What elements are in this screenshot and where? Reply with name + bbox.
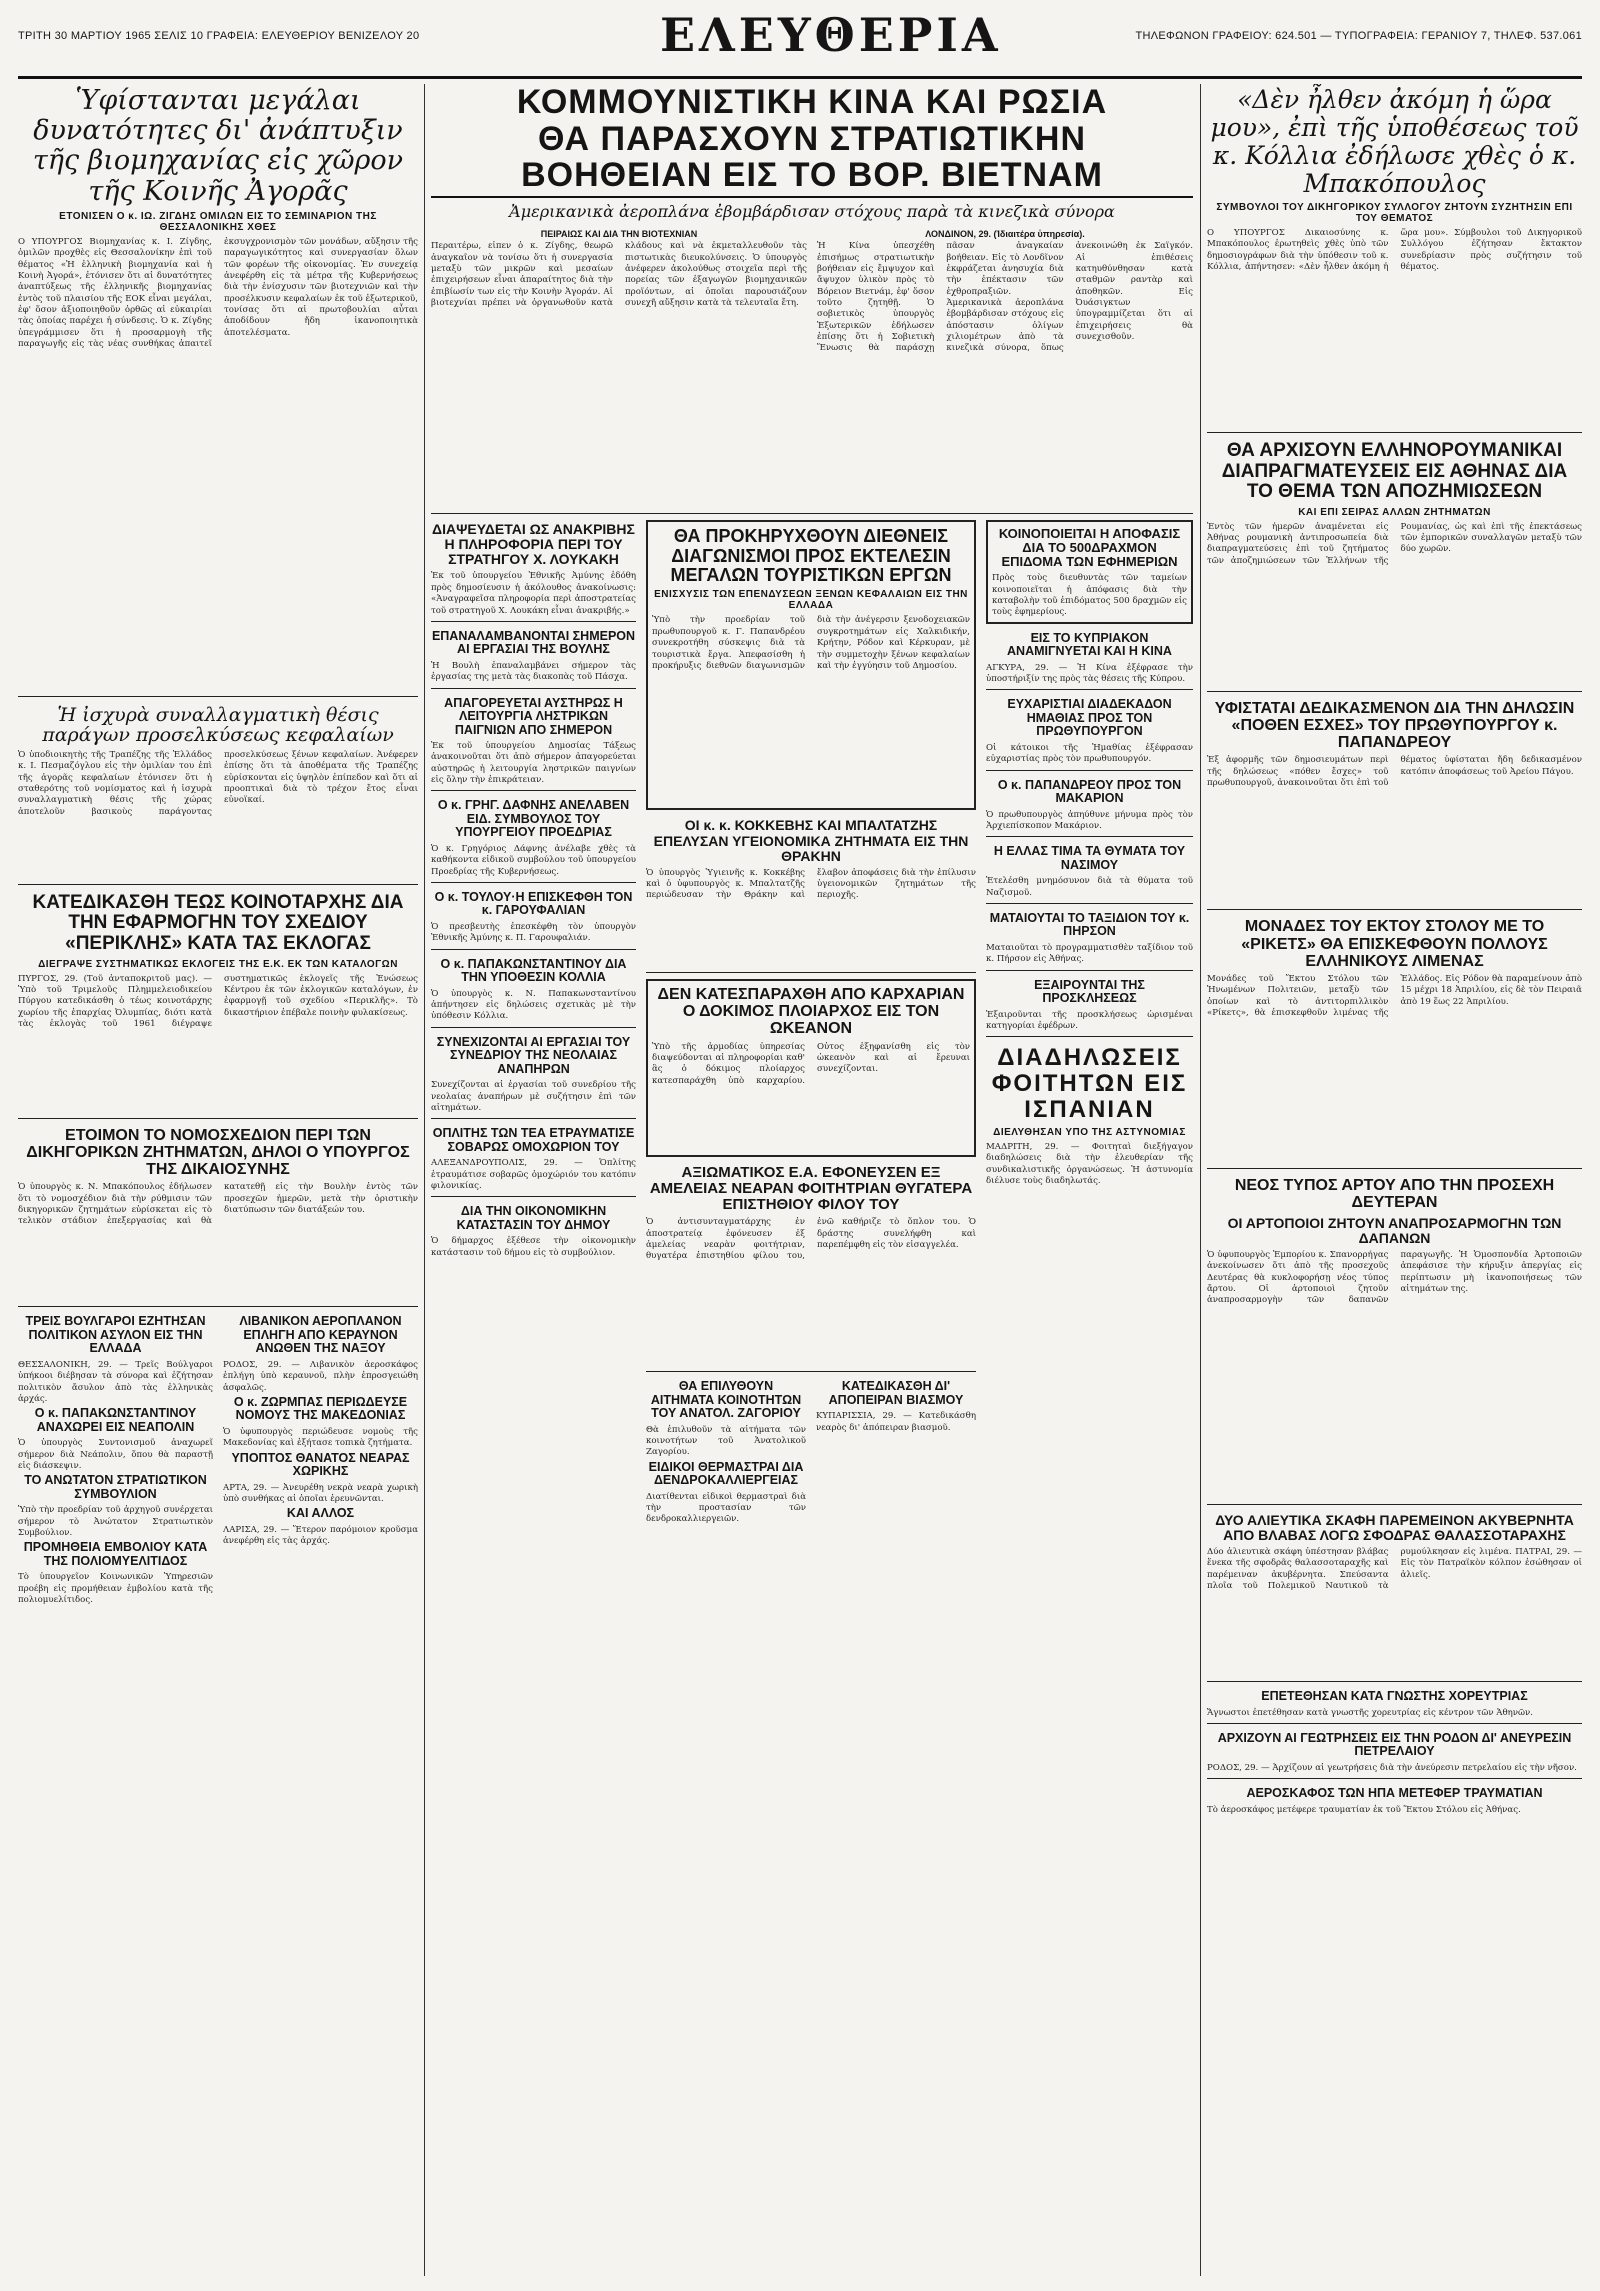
article-body: Ὑπὸ τὴν προεδρίαν τοῦ πρωθυπουργοῦ κ. Γ. Παπανδρέου συνεκροτήθη σύσκεψις διὰ τὰ τουριστικὰ ἔργα. Ἀπεφασίσθη ἡ προκήρυξις διεθνῶν διαγωνισμῶν διὰ τὴν ἀνέγερσιν ξενοδοχειακῶν συγκροτημάτων εἰς Χαλκιδικήν, Κρήτην, Ρόδον καὶ Κέρκυραν, μὲ τὴν συμμετοχὴν ξένων κεφαλαίων καὶ τὴν ἐγγύησιν τοῦ Δημοσίου. [652, 615, 970, 671]
article-body: Ὁ ὑποδιοικητὴς τῆς Τραπέζης τῆς Ἑλλάδος κ. Ι. Πεσμαζόγλου εἰς τὴν ὁμιλίαν του ἐπὶ τῆς ἀγορᾶς κεφαλαίων ἐτόνισεν ὅτι ἡ σταθερότης τοῦ νομίσματος καὶ ἡ ἰσχυρὰ συναλλαγματικὴ θέσις τῆς χώρας ἀποτελοῦν βασικοὺς παράγοντας προσελκύσεως ξένων κεφαλαίων. Ἀνέφερεν ἐπίσης ὅτι τὰ ἀποθέματα τῆς Τραπέζης εὑρίσκονται εἰς ὑψηλὸν ἐπίπεδον καὶ ὅτι αἱ προοπτικαὶ διὰ τὸ τρέχον ἔτος εἶναι εὐνοϊκαί. [18, 749, 418, 817]
headline: ΤΟ ΑΝΩΤΑΤΟΝ ΣΤΡΑΤΙΩΤΙΚΟΝ ΣΥΜΒΟΥΛΙΟΝ [24, 1473, 207, 1501]
headline: ΘΑ ΑΡΧΙΣΟΥΝ ΕΛΛΗΝΟΡΟΥΜΑΝΙΚΑΙ ΔΙΑΠΡΑΓΜΑΤΕΥΣΕΙΣ ΕΙΣ ΑΘΗΝΑΣ ΔΙΑ ΤΟ ΘΕΜΑ ΤΩΝ ΑΠΟΖΗΜΙΩΣΕΩΝ [1221, 440, 1568, 503]
center-wide-top [646, 520, 1193, 1526]
headline: ΕΠΕΤΕΘΗΣΑΝ ΚΑΤΑ ΓΝΩΣΤΗΣ ΧΟΡΕΥΤΡΙΑΣ [1261, 1689, 1528, 1704]
short-news-left [18, 1313, 213, 1606]
article-body: Ὁ κ. Γρηγόριος Δάφνης ἀνέλαβε χθὲς τὰ καθήκοντα εἰδικοῦ συμβούλου τοῦ ὑπουργείου Προεδρίας τῆς Κυβερνήσεως. [431, 843, 636, 877]
article-body: Μονάδες τοῦ Ἕκτου Στόλου τῶν Ἡνωμένων Πολιτειῶν, μεταξὺ τῶν ὁποίων καὶ τὸ ἀντιτορπιλλικὸν «Ρίκετς», θὰ ἐπισκεφθοῦν λιμένας τῆς Ἑλλάδος. Εἰς Ρόδον θὰ παραμείνουν ἀπὸ 15 μέχρι 18 Ἀπριλίου, εἰς δὲ τὸν Πειραιᾶ ἀπὸ 19 ἕως 22 Ἀπριλίου. [1207, 974, 1582, 1019]
article-garoufalias [431, 889, 636, 950]
headline: Ἡ ἰσχυρὰ συναλλαγματικὴ θέσις παράγων προσελκύσεως κεφαλαίων [42, 703, 394, 747]
headline: ΔΥΟ ΑΛΙΕΥΤΙΚΑ ΣΚΑΦΗ ΠΑΡΕΜΕΙΝΟΝ ΑΚΥΒΕΡΝΗΤΑ ΑΠΟ ΒΛΑΒΑΣ ΛΟΓΩ ΣΦΟΔΡΑΣ ΘΑΛΑΣΣΟΤΑΡΑΧΗΣ [1215, 1511, 1574, 1543]
subheadline: ΕΤΟΝΙΣΕΝ Ο κ. ΙΩ. ΖΙΓΔΗΣ ΟΜΙΛΩΝ ΕΙΣ ΤΟ ΣΕΜΙΝΑΡΙΟΝ ΤΗΣ ΘΕΣΣΑΛΟΝΙΚΗΣ ΧΘΕΣ [59, 210, 377, 233]
short-item [18, 1474, 213, 1539]
short-item [431, 1034, 636, 1120]
headline: ΝΕΟΣ ΤΥΠΟΣ ΑΡΤΟΥ ΑΠΟ ΤΗΝ ΠΡΟΣΕΧΗ ΔΕΥΤΕΡΑΝ [1234, 1177, 1555, 1212]
section-label: ΠΕΙΡΑΙΩΣ ΚΑΙ ΔΙΑ ΤΗΝ ΒΙΟΤΕΧΝΙΑΝ [540, 229, 698, 240]
article-student-killed [646, 1163, 976, 1373]
short-news-right [223, 1313, 418, 1606]
headline: ΘΑ ΠΡΟΚΗΡΥΧΘΟΥΝ ΔΙΕΘΝΕΙΣ ΔΙΑΓΩΝΙΣΜΟΙ ΠΡΟΣ ΕΚΤΕΛΕΣΙΝ ΜΕΓΑΛΩΝ ΤΟΥΡΙΣΤΙΚΩΝ ΕΡΓΩΝ [670, 526, 952, 586]
headline: ΟΙ κ. κ. ΚΟΚΚΕΒΗΣ ΚΑΙ ΜΠΑΛΤΑΤΖΗΣ ΕΠΕΛΥΣΑΝ ΥΓΕΙΟΝΟΜΙΚΑ ΖΗΤΗΜΑΤΑ ΕΙΣ ΤΗΝ ΘΡΑΚΗΝ [653, 817, 969, 864]
article-kollias [431, 956, 636, 1028]
headline: Ο κ. ΤΟΥΛΟΥ·Η ΕΠΙΣΚΕΦΘΗ ΤΟΝ κ. ΓΑΡΟΥΦΑΛΙΑΝ [434, 889, 633, 918]
article-body: Ἐκ τοῦ ὑπουργείου Ἐθνικῆς Ἀμύνης ἐδόθη πρὸς δημοσίευσιν ἡ ἀκόλουθος ἀνακοίνωσις: «Ἀναγραφεῖσα πληροφορία περὶ ἀποστρατείας τοῦ στρατηγοῦ Χ. Λουκάκη εἶναι ἀνακριβής.» [431, 571, 636, 616]
headline: ΔΙΑ ΤΗΝ ΟΙΚΟΝΟΜΙΚΗΝ ΚΑΤΑΣΤΑΣΙΝ ΤΟΥ ΔΗΜΟΥ [456, 1204, 611, 1232]
short-item [223, 1315, 418, 1394]
short-item [986, 910, 1193, 971]
headline: Ο κ. ΖΩΡΜΠΑΣ ΠΕΡΙΩΔΕΥΣΕ ΝΟΜΟΥΣ ΤΗΣ ΜΑΚΕΔΟΝΙΑΣ [233, 1394, 408, 1423]
item-body: Τὸ ἀεροσκάφος μετέφερε τραυματίαν ἐκ τοῦ Ἕκτου Στόλου εἰς Ἀθήνας. [1207, 1804, 1521, 1815]
article-lawyers-bill [18, 1125, 418, 1308]
short-item [18, 1315, 213, 1405]
headline: ΚΑΙ ΑΛΛΟΣ [286, 1506, 355, 1521]
headline: ΕΙΣ ΤΟ ΚΥΠΡΙΑΚΟΝ ΑΝΑΜΙΓΝΥΕΤΑΙ ΚΑΙ Η ΚΙΝΑ [1007, 630, 1172, 659]
headline: ΔΕΝ ΚΑΤΕΣΠΑΡΑΧΘΗ ΑΠΟ ΚΑΡΧΑΡΙΑΝ Ο ΔΟΚΙΜΟΣ ΠΛΟΙΑΡΧΟΣ ΕΙΣ ΤΟΝ ΩΚΕΑΝΟΝ [657, 985, 965, 1038]
short-item [223, 1507, 418, 1547]
headline: ΕΤΟΙΜΟΝ ΤΟ ΝΟΜΟΣΧΕΔΙΟΝ ΠΕΡΙ ΤΩΝ ΔΙΚΗΓΟΡΙΚΩΝ ΖΗΤΗΜΑΤΩΝ, ΔΗΛΟΙ Ο ΥΠΟΥΡΓΟΣ ΤΗΣ ΔΙΚΑΙΟΣΥΝΗΣ [26, 1126, 410, 1179]
article-body: Ὁ πρεσβευτὴς ἐπεσκέφθη τὸν ὑπουργὸν Ἐθνικῆς Ἀμύνης κ. Π. Γαρουφαλιάν. [431, 921, 636, 944]
item-body: Διατίθενται εἰδικοὶ θερμαστραὶ διὰ τὴν προστασίαν τῶν δενδροκαλλιεργειῶν. [646, 1491, 806, 1525]
dateline: ΛΟΝΔΙΝΟΝ, 29. (Ἰδιαιτέρα ὑπηρεσία). [925, 229, 1085, 240]
headline: ΚΑΤΕΔΙΚΑΣΘΗ ΔΙ' ΑΠΟΠΕΙΡΑΝ ΒΙΑΣΜΟΥ [828, 1379, 964, 1407]
headline: «Δὲν ἦλθεν ἀκόμη ἡ ὥρα μου», ἐπὶ τῆς ὑποθέσεως τοῦ κ. Κόλλια ἐδήλωσε χθὲς ὁ κ. Μπακόπουλος [1210, 85, 1579, 198]
article-body: Περαιτέρω, εἶπεν ὁ κ. Ζίγδης, θεωρῶ ἀναγκαῖον νὰ τονίσω ὅτι ἡ συνεργασία μεταξὺ τῶν μικρῶν καὶ μεσαίων ἐπιχειρήσεων εἶναι ἀπαραίτητος διὰ τὴν ἐπιβίωσίν των εἰς τὴν Κοινὴν Ἀγοράν. Αἱ βιοτεχνίαι πρέπει νὰ ὀργανωθοῦν κατὰ κλάδους καὶ νὰ ἐκμεταλλευθοῦν τὰς πιστωτικὰς διευκολύνσεις. Ὁ ὑπουργὸς ἀνέφερεν ἀκολούθως στοιχεῖα περὶ τῆς πορείας τῶν ἐξαγωγῶν βιομηχανικῶν προϊόντων, αἱ ὁποῖαι παρουσιάζουν συνεχῆ αὔξησιν κατὰ τὰ τελευταῖα ἔτη. [431, 241, 807, 308]
short-item [986, 977, 1193, 1038]
column-rule [1200, 84, 1201, 2276]
center-shorts-row [646, 1378, 976, 1526]
headline: ΠΡΟΜΗΘΕΙΑ ΕΜΒΟΛΙΟΥ ΚΑΤΑ ΤΗΣ ΠΟΛΙΟΜΥΕΛΙΤΙΔΟΣ [23, 1540, 208, 1568]
article-body: Ὁ ὑπουργὸς κ. Ν. Μπακόπουλος ἐδήλωσεν ὅτι τὸ νομοσχέδιον διὰ τὴν ρύθμισιν τῶν δικηγορικῶν ζητημάτων εὑρίσκεται εἰς τὸ τελικὸν στάδιον ἐπεξεργασίας καὶ θὰ κατατεθῇ εἰς τὴν Βουλὴν ἐντὸς τῶν προσεχῶν ἡμερῶν, μετὰ τὴν ὁριστικὴν διατύπωσιν τῶν διατάξεών του. [18, 1182, 418, 1227]
article-romanian-talks [1207, 439, 1582, 692]
headline: ΑΡΧΙΖΟΥΝ ΑΙ ΓΕΩΤΡΗΣΕΙΣ ΕΙΣ ΤΗΝ ΡΟΔΟΝ ΔΙ' ΑΝΕΥΡΕΣΙΝ ΠΕΤΡΕΛΑΙΟΥ [1217, 1730, 1572, 1759]
short-item [1207, 1730, 1582, 1779]
headline: Ὑφίστανται μεγάλαι δυνατότητες δι' ἀνάπτυξιν τῆς βιομηχανίας εἰς χῶρον τῆς Κοινῆς Ἀγορᾶς [32, 85, 404, 207]
item-body: ΘΕΣΣΑΛΟΝΙΚΗ, 29. — Τρεῖς Βούλγαροι ὑπήκοοι διέβησαν τὰ σύνορα καὶ ἐζήτησαν πολιτικὸν ἄσυλον ἀπὸ τὰς ἑλληνικὰς ἀρχάς. [18, 1359, 213, 1404]
headline: ΛΙΒΑΝΙΚΟΝ ΑΕΡΟΠΛΑΝΟΝ ΕΠΛΗΓΗ ΑΠΟ ΚΕΡΑΥΝΟΝ ΑΝΩΘΕΝ ΤΗΣ ΝΑΞΟΥ [239, 1314, 402, 1356]
banner-line-2: ΘΑ ΠΑΡΑΣΧΟΥΝ ΣΤΡΑΤΙΩΤΙΚΗΝ [537, 119, 1086, 158]
banner-line-3: ΒΟΗΘΕΙΑΝ ΕΙΣ ΤΟ ΒΟΡ. ΒΙΕΤΝΑΜ [521, 156, 1103, 195]
short-item [1207, 1785, 1582, 1820]
article-body: Ὁ ὑπουργὸς Ὑγιεινῆς κ. Κοκκέβης καὶ ὁ ὑφυπουργὸς κ. Μπαλτατζῆς περιώδευσαν τὴν Θράκην καὶ ἔλαβον ἀποφάσεις διὰ τὴν ἐπίλυσιν ὑγειονομικῶν ζητημάτων τῆς περιοχῆς. [646, 867, 976, 901]
article-body: Ὁ ἀντισυνταγματάρχης ἐν ἀποστρατείᾳ ἐφόνευσεν ἐξ ἀμελείας νεαρὰν φοιτήτριαν, θυγατέρα ἐπιστηθίου φίλου του, ἐνῶ καθήριζε τὸ ὅπλον του. Ὁ δράστης συνελήφθη καὶ παρεπέμφθη εἰς τὸν εἰσαγγελέα. [646, 1217, 976, 1262]
article-gambling [431, 695, 636, 792]
article-body: Ἐκ τοῦ ὑπουργείου Δημοσίας Τάξεως ἀνακοινοῦται ὅτι ἀπὸ σήμερον ἀπαγορεύεται αὐστηρῶς ἡ λειτουργία ληστρικῶν παιγνίων εἰς ὅλην τὴν ἐπικράτειαν. [431, 741, 636, 786]
headline: ΜΟΝΑΔΕΣ ΤΟΥ ΕΚΤΟΥ ΣΤΟΛΟΥ ΜΕ ΤΟ «ΡΙΚΕΤΣ» ΘΑ ΕΠΙΣΚΕΦΘΟΥΝ ΠΟΛΛΟΥΣ ΕΛΛΗΝΙΚΟΥΣ ΛΙΜΕΝΑΣ [1241, 918, 1548, 970]
headline: Ο κ. ΠΑΠΑΝΔΡΕΟΥ ΠΡΟΣ ΤΟΝ ΜΑΚΑΡΙΟΝ [997, 777, 1182, 805]
headline: Ο κ. ΓΡΗΓ. ΔΑΦΝΗΣ ΑΝΕΛΑΒΕΝ ΕΙΔ. ΣΥΜΒΟΥΛΟΣ ΤΟΥ ΥΠΟΥΡΓΕΙΟΥ ΠΡΟΕΔΡΙΑΣ [437, 798, 630, 840]
item-body: ΑΛΕΞΑΝΔΡΟΥΠΟΛΙΣ, 29. — Ὁπλίτης ἐτραυμάτισε σοβαρῶς ὁμοχώριόν του κατόπιν φιλονικίας. [431, 1158, 636, 1191]
article-body: Ἡ Βουλὴ ἐπαναλαμβάνει σήμερον τὰς ἐργασίας της μετὰ τὰς διακοπὰς τοῦ Πάσχα. [431, 660, 636, 683]
headline: Η ΕΛΛΑΣ ΤΙΜΑ ΤΑ ΘΥΜΑΤΑ ΤΟΥ ΝΑΣΙΜΟΥ [993, 844, 1186, 872]
article-pothen-esches [1207, 698, 1582, 911]
headline-secondary: ΟΙ ΑΡΤΟΠΟΙΟΙ ΖΗΤΟΥΝ ΑΝΑΠΡΟΣΑΡΜΟΓΗΝ ΤΩΝ ΔΑΠΑΝΩΝ [1227, 1214, 1562, 1246]
item-body: Ἄγνωστοι ἐπετέθησαν κατὰ γνωστῆς χορευτρίας εἰς κέντρον τῶν Ἀθηνῶν. [1207, 1707, 1534, 1718]
article-body: Ο ΥΠΟΥΡΓΟΣ Βιομηχανίας κ. Ι. Ζίγδης, ὁμιλῶν προχθὲς εἰς Θεσσαλονίκην ἐπὶ τοῦ θέματος «Ἡ ἑλληνικὴ βιομηχανία καὶ ἡ Κοινὴ Ἀγορά», ἐτόνισεν ὅτι αἱ δυνατότητες ἀναπτύξεως τῆς ἑλληνικῆς βιομηχανίας ἐντὸς τοῦ πλαισίου τῆς ΕΟΚ εἶναι μεγάλαι, ἐφ' ὅσον ἀξιοποιηθοῦν ὀρθῶς αἱ εὐκαιρίαι τὰς ὁποίας παρέχει ἡ σύνδεσις. Ὁ κ. Ζίγδης ὑπεγράμμισεν ὅτι ἡ προσαρμογὴ τῆς παραγωγῆς εἰς τὰς νέας συνθήκας ἀπαιτεῖ ἐκσυγχρονισμὸν τῶν μονάδων, αὔξησιν τῆς παραγωγικότητος καὶ συνεργασίαν ὅλων τῶν φορέων τῆς οἰκονομίας. Ἐν συνεχείᾳ ἀνεφέρθη εἰς τὰ μέτρα τῆς Κυβερνήσεως διὰ τὴν ἐνίσχυσιν τῶν βιοτεχνιῶν καὶ τὴν προσέλκυσιν κεφαλαίων ἐκ τοῦ ἐξωτερικοῦ, τονίσας ὅτι αἱ πρωτοβουλίαι αὗται ἀποδίδουν ἤδη ἱκανοποιητικὰ ἀποτελέσματα. [18, 236, 418, 350]
short-item [986, 777, 1193, 838]
item-body: Ἐτελέσθη μνημόσυνον διὰ τὰ θύματα τοῦ Ναζισμοῦ. [986, 876, 1193, 898]
masthead-date-line: ΤΡΙΤΗ 30 ΜΑΡΤΙΟΥ 1965 ΣΕΛΙΣ 10 ΓΡΑΦΕΙΑ: ΕΛΕΥΘΕΡΙΟΥ ΒΕΝΙΖΕΛΟΥ 20 [18, 30, 420, 42]
short-item [986, 843, 1193, 904]
masthead [18, 8, 1582, 79]
short-item [431, 1203, 636, 1263]
center-wide-column [646, 520, 1193, 1526]
item-body: ΡΟΔΟΣ, 29. — Ἀρχίζουν αἱ γεωτρήσεις διὰ τὴν ἀνεύρεσιν πετρελαίου εἰς τὴν νῆσον. [1207, 1762, 1577, 1773]
item-body: Τὸ ὑπουργεῖον Κοινωνικῶν Ὑπηρεσιῶν προέβη εἰς προμήθειαν ἐμβολίου κατὰ τῆς πολιομυελίτιδος. [18, 1572, 213, 1605]
item-body: Ὁ ὑπουργὸς Συντονισμοῦ ἀναχωρεῖ σήμερον διὰ Νεάπολιν, ὅπου θὰ παραστῇ εἰς διάσκεψιν. [18, 1438, 213, 1471]
newspaper-title: ΕΛΕΥΘΕΡΙΑ [660, 8, 1002, 62]
item-body: Ὁ δήμαρχος ἐξέθεσε τὴν οἰκονομικὴν κατάστασιν τοῦ δήμου εἰς τὸ συμβούλιον. [431, 1236, 636, 1258]
short-item [986, 520, 1193, 623]
item-body: ΛΑΡΙΣΑ, 29. — Ἕτερον παρόμοιον κροῦσμα ἀνεφέρθη εἰς τὰς ἀρχάς. [223, 1524, 418, 1547]
subheadline: ΔΙΕΓΡΑΨΕ ΣΥΣΤΗΜΑΤΙΚΩΣ ΕΚΛΟΓΕΙΣ ΤΗΣ Ε.Κ. ΕΚ ΤΩΝ ΚΑΤΑΛΟΓΩΝ [38, 958, 398, 970]
newspaper-page [18, 8, 1582, 2276]
center-misc-column [986, 520, 1193, 1526]
item-body: Πρὸς τοὺς διευθυντὰς τῶν ταμείων κοινοποιεῖται ἡ ἀπόφασις διὰ τὴν καταβολὴν τοῦ ἐπιδόματος 500 δραχμῶν εἰς τοὺς ἐφημερίους. [992, 573, 1187, 618]
masthead-phones-line: ΤΗΛΕΦΩΝΟΝ ΓΡΑΦΕΙΟΥ: 624.501 — ΤΥΠΟΓΡΑΦΕΙΑ: ΓΕΡΑΝΙΟΥ 7, ΤΗΛΕΦ. 537.061 [1135, 30, 1582, 42]
subheadline: ΣΥΜΒΟΥΛΟΙ ΤΟΥ ΔΙΚΗΓΟΡΙΚΟΥ ΣΥΛΛΟΓΟΥ ΖΗΤΟΥΝ ΣΥΖΗΤΗΣΙΝ ΕΠΙ ΤΟΥ ΘΕΜΑΤΟΣ [1216, 202, 1573, 224]
lead-banner [431, 84, 1193, 198]
item-body: Ὑπὸ τὴν προεδρίαν τοῦ ἀρχηγοῦ συνέρχεται σήμερον τὸ Ἀνώτατον Στρατιωτικὸν Συμβούλιον. [18, 1505, 213, 1538]
headline: ΕΥΧΑΡΙΣΤΙΑΙ ΔΙΑΔΕΚΑΔΟΝ ΗΜΑΘΙΑΣ ΠΡΟΣ ΤΟΝ ΠΡΩΘΥΠΟΥΡΓΟΝ [1007, 697, 1172, 739]
headline: ΘΑ ΕΠΙΛΥΘΟΥΝ ΑΙΤΗΜΑΤΑ ΚΟΙΝΟΤΗΤΩΝ ΤΟΥ ΑΝΑΤΟΛ. ΖΑΓΟΡΙΟΥ [650, 1379, 802, 1421]
headline: Ο κ. ΠΑΠΑΚΩΝΣΤΑΝΤΙΝΟΥ ΔΙΑ ΤΗΝ ΥΠΟΘΕΣΙΝ ΚΟΛΛΙΑ [440, 956, 627, 985]
item-body: Ὁ πρωθυπουργὸς ἀπηύθυνε μήνυμα πρὸς τὸν Ἀρχιεπίσκοπον Μακάριον. [986, 809, 1193, 831]
article-body: Ὑπὸ τῆς ἀρμοδίας ὑπηρεσίας διαψεύδονται αἱ πληροφορίαι καθ' ἃς ὁ δόκιμος πλοίαρχος κατεσπαράχθη ὑπὸ καρχαρίου. Οὗτος ἐξηφανίσθη εἰς τὸν ὠκεανὸν καὶ αἱ ἔρευναι συνεχίζονται. [652, 1041, 970, 1086]
short-item [18, 1407, 213, 1472]
headline: ΚΟΙΝΟΠΟΙΕΙΤΑΙ Η ΑΠΟΦΑΣΙΣ ΔΙΑ ΤΟ 500ΔΡΑΧΜΟΝ ΕΠΙΔΟΜΑ ΤΩΝ ΕΦΗΜΕΡΙΩΝ [998, 526, 1181, 570]
item-body: Ἐξαιροῦνται τῆς προσκλήσεως ὡρισμέναι κατηγορίαι ἐφέδρων. [986, 1009, 1193, 1031]
center-lower [431, 520, 1193, 1526]
item-body: ΑΡΤΑ, 29. — Ἀνευρέθη νεκρὰ νεαρὰ χωρικὴ ὑπὸ συνθήκας αἱ ὁποῖαι ἐρευνῶνται. [223, 1482, 418, 1504]
headline: ΚΑΤΕΔΙΚΑΣΘΗ ΤΕΩΣ ΚΟΙΝΟΤΑΡΧΗΣ ΔΙΑ ΤΗΝ ΕΦΑΡΜΟΓΗΝ ΤΟΥ ΣΧΕΔΙΟΥ «ΠΕΡΙΚΛΗΣ» ΚΑΤΑ ΤΑΣ ΕΚΛΟΓΑΣ [32, 891, 404, 954]
article-bakopoulos [1207, 84, 1582, 433]
column-center [431, 84, 1193, 2276]
article-industry [18, 84, 418, 697]
item-body: Ὁ ὑφυπουργὸς περιώδευσε νομοὺς τῆς Μακεδονίας καὶ ἐξήτασε τοπικὰ ζητήματα. [223, 1426, 418, 1449]
article-body: Ἐντὸς τῶν ἡμερῶν ἀναμένεται εἰς Ἀθήνας ρουμανικὴ ἀντιπροσωπεία διὰ διαπραγματεύσεις ἐπὶ τοῦ ζητήματος τῶν ἀποζημιώσεων τῶν Ἑλλήνων τῆς Ρουμανίας, ὡς καὶ ἐπὶ τῆς ἐπεκτάσεως τῶν ἐμπορικῶν συναλλαγῶν μεταξὺ τῶν δύο χωρῶν. [1207, 521, 1582, 566]
article-perikles [18, 891, 418, 1119]
subheadline: ΕΝΙΣΧΥΣΙΣ ΤΩΝ ΕΠΕΝΔΥΣΕΩΝ ΞΕΝΩΝ ΚΕΦΑΛΑΙΩΝ ΕΙΣ ΤΗΝ ΕΛΛΑΔΑ [654, 589, 968, 612]
column-right [1207, 84, 1582, 2276]
item-body: Ματαιοῦται τὸ προγραμματισθὲν ταξίδιον τοῦ κ. Πήρσον εἰς Ἀθήνας. [986, 942, 1193, 965]
article-body: Ἐξ ἀφορμῆς τῶν δημοσιευμάτων περὶ τῆς δηλώσεως «πόθεν ἔσχες» τοῦ πρωθυπουργοῦ, ἀνακοινοῦται ὅτι ἐπὶ τοῦ θέματος ὑφίσταται ἤδη δεδικασμένον κατόπιν ἀποφάσεως τοῦ Ἀρείου Πάγου. [1207, 755, 1582, 789]
headline: ΔΙΑΔΗΛΩΣΕΙΣ ΦΟΙΤΗΤΩΝ ΕΙΣ ΙΣΠΑΝΙΑΝ [991, 1044, 1188, 1124]
article-body: Ο ΥΠΟΥΡΓΟΣ Δικαιοσύνης κ. Μπακόπουλος ἐρωτηθεὶς χθὲς ὑπὸ τῶν δημοσιογράφων διὰ τὴν ὑπόθεσιν τοῦ κ. Κόλλια, ἀπήντησεν: «Δὲν ἦλθεν ἀκόμη ἡ ὥρα μου». Σύμβουλοι τοῦ Δικηγορικοῦ Συλλόγου ἐζήτησαν ἔκτακτον συνεδρίασιν πρὸς συζήτησιν τοῦ θέματος. [1207, 228, 1582, 273]
item-body: Οἱ κάτοικοι τῆς Ἠμαθίας ἐξέφρασαν εὐχαριστίας πρὸς τὸν πρωθυπουργόν. [986, 742, 1193, 765]
item-body: Συνεχίζονται αἱ ἐργασίαι τοῦ συνεδρίου τῆς νεολαίας ἀναπήρων μὲ συζήτησιν ἐπὶ τῶν αἰτημάτων. [431, 1080, 636, 1113]
article-sixth-fleet [1207, 916, 1582, 1169]
headline: ΕΞΑΙΡΟΥΝΤΑΙ ΤΗΣ ΠΡΟΣΚΛΗΣΕΩΣ [1034, 977, 1145, 1006]
headline: ΕΙΔΙΚΟΙ ΘΕΡΜΑΣΤΡΑΙ ΔΙΑ ΔΕΝΔΡΟΚΑΛΛΙΕΡΓΕΙΑΣ [648, 1459, 804, 1488]
article-tourism-tenders [646, 520, 976, 810]
center-feature-stack [646, 520, 976, 1526]
item-body: Θὰ ἐπιλυθοῦν τὰ αἰτήματα τῶν κοινοτήτων τοῦ Ἀνατολικοῦ Ζαγορίου. [646, 1424, 806, 1458]
lead-story [431, 227, 1193, 514]
article-body: Δύο ἁλιευτικὰ σκάφη ὑπέστησαν βλάβας ἕνεκα τῆς σφοδρᾶς θαλασσοταραχῆς καὶ παρέμειναν ἀκυβέρνητα. Σπεύσαντα πλοῖα τοῦ Πολεμικοῦ Ναυτικοῦ τὰ ρυμούλκησαν εἰς λιμένα. ΠΑΤΡΑΙ, 29. — Εἰς τὸν Πατραϊκὸν κόλπον ἐσώθησαν οἱ ἁλιεῖς. [1207, 1547, 1582, 1592]
article-loukakis [431, 520, 636, 622]
article-bread [1207, 1175, 1582, 1505]
short-item [223, 1396, 418, 1450]
short-item [223, 1452, 418, 1506]
headline: ΤΡΕΙΣ ΒΟΥΛΓΑΡΟΙ ΕΖΗΤΗΣΑΝ ΠΟΛΙΤΙΚΟΝ ΑΣΥΛΟΝ ΕΙΣ ΤΗΝ ΕΛΛΑΔΑ [25, 1314, 206, 1356]
lead-subheadline: Ἀμερικανικὰ ἀεροπλάνα ἐβομβάρδισαν στόχους παρὰ τὰ κινεζικὰ σύνορα [509, 202, 1115, 222]
article-dafnis [431, 797, 636, 883]
center-narrow-column [431, 520, 636, 1526]
short-item [18, 1541, 213, 1606]
article-spain-protests [986, 1043, 1193, 1191]
banner-line-1: ΚΟΜΜΟΥΝΙΣΤΙΚΗ ΚΙΝΑ ΚΑΙ ΡΩΣΙΑ [516, 84, 1108, 121]
short-item [986, 696, 1193, 770]
article-exchange [18, 703, 418, 885]
column-rule [424, 84, 425, 2276]
subheadline: ΔΙΕΛΥΘΗΣΑΝ ΥΠΟ ΤΗΣ ΑΣΤΥΝΟΜΙΑΣ [993, 1126, 1186, 1138]
item-body: ΚΥΠΑΡΙΣΣΙΑ, 29. — Κατεδικάσθη νεαρὸς δι' ἀπόπειραν βιασμοῦ. [816, 1411, 976, 1433]
headline: ΥΦΙΣΤΑΤΑΙ ΔΕΔΙΚΑΣΜΕΝΟΝ ΔΙΑ ΤΗΝ ΔΗΛΩΣΙΝ «ΠΟΘΕΝ ΕΣΧΕΣ» ΤΟΥ ΠΡΩΘΥΠΟΥΡΓΟΥ κ. ΠΑΠΑΝΔΡΕΟΥ [1214, 699, 1575, 752]
article-body: ΜΑΔΡΙΤΗ, 29. — Φοιτηταὶ διεξήγαγον διαδηλώσεις διὰ τὴν ἐλευθερίαν τῆς συνδικαλιστικῆς ὀργανώσεως. Ἡ ἀστυνομία διέλυσε τοὺς διαδηλωτάς. [986, 1141, 1193, 1186]
short-item [986, 630, 1193, 691]
article-body: ΠΥΡΓΟΣ, 29. (Τοῦ ἀνταποκριτοῦ μας). — Ὑπὸ τοῦ Τριμελοῦς Πλημμελειοδικείου Πύργου κατεδικάσθη ὁ τέως κοινοτάρχης χωρίου τῆς ἐπαρχίας Ὀλυμπίας, διότι κατὰ τὰς ἐκλογὰς τοῦ 1961 διέγραψε συστηματικῶς ἐκλογεῖς τῆς Ἑνώσεως Κέντρου ἐκ τῶν ἐκλογικῶν καταλόγων, ἐν ἐφαρμογῇ τοῦ σχεδίου «Περικλῆς». Τὸ δικαστήριον ἐπέβαλε ποινὴν φυλακίσεως. [18, 973, 418, 1029]
subheadline: ΚΑΙ ΕΠΙ ΣΕΙΡΑΣ ΑΛΛΩΝ ΖΗΤΗΜΑΤΩΝ [1298, 506, 1491, 518]
article-thrace-health [646, 816, 976, 972]
item-body: ΡΟΔΟΣ, 29. — Λιβανικὸν ἀεροσκάφος ἐπλήγη ὑπὸ κεραυνοῦ, πλὴν ἐπροσγειώθη ἀσφαλῶς. [223, 1359, 418, 1393]
article-body: Ὁ ὑπουργὸς κ. Ν. Παπακωνσταντίνου ἀπήντησεν εἰς δηλώσεις σχετικὰς μὲ τὴν ὑπόθεσιν Κόλλια. [431, 988, 636, 1022]
article-shark [646, 979, 976, 1157]
headline: ΕΠΑΝΑΛΑΜΒΑΝΟΝΤΑΙ ΣΗΜΕΡΟΝ ΑΙ ΕΡΓΑΣΙΑΙ ΤΗΣ ΒΟΥΛΗΣ [431, 628, 636, 657]
article-fishing-boats [1207, 1511, 1582, 1682]
headline: ΥΠΟΠΤΟΣ ΘΑΝΑΤΟΣ ΝΕΑΡΑΣ ΧΩΡΙΚΗΣ [231, 1450, 410, 1479]
article-body: Ὁ ὑφυπουργὸς Ἐμπορίου κ. Σπανορρήγας ἀνεκοίνωσεν ὅτι ἀπὸ τῆς προσεχοῦς Δευτέρας θὰ κυκλοφορήσῃ νέος τύπος ἄρτου. Οἱ ἀρτοποιοὶ ζητοῦν ἀναπροσαρμογὴν τῶν δαπανῶν παραγωγῆς. Ἡ Ὁμοσπονδία Ἀρτοποιῶν ἀπεφάσισε τὴν κήρυξιν ἀπεργίας εἰς περίπτωσιν μὴ ἱκανοποιήσεως τῶν αἰτημάτων της. [1207, 1249, 1582, 1306]
headline: ΑΠΑΓΟΡΕΥΕΤΑΙ ΑΥΣΤΗΡΩΣ Η ΛΕΙΤΟΥΡΓΙΑ ΛΗΣΤΡΙΚΩΝ ΠΑΙΓΝΙΩΝ ΑΠΟ ΣΗΜΕΡΟΝ [444, 695, 623, 737]
article-body: Ἡ Κίνα ὑπεσχέθη ἐπισήμως στρατιωτικὴν βοήθειαν εἰς ἔμψυχον καὶ ἄψυχον ὑλικὸν πρὸς τὸ Βόρειον Βιετνάμ, ἐφ' ὅσον τοῦτο ζητηθῇ. Ὁ σοβιετικὸς ὑπουργὸς Ἐξωτερικῶν ἐδήλωσεν ἐπίσης ὅτι ἡ Σοβιετικὴ Ἕνωσις θὰ παράσχῃ πᾶσαν ἀναγκαίαν βοήθειαν. Εἰς τὸ Λονδῖνον ἐκφράζεται ἀνησυχία διὰ τὴν ἐπέκτασιν τῶν ἐχθροπραξιῶν. Ἀμερικανικὰ ἀεροπλάνα ἐβομβάρδισαν στόχους εἰς ἀπόστασιν ὀλίγων χιλιομέτρων ἀπὸ τὰ κινεζικὰ σύνορα, ὅπως ἀνεκοινώθη ἐκ Σαϊγκόν. Αἱ ἐπιθέσεις κατηυθύνθησαν κατὰ σταθμῶν ραντὰρ καὶ ἀποθηκῶν. Εἰς Ὀυάσιγκτων ὑπογραμμίζεται ὅτι αἱ ἐπιχειρήσεις θὰ συνεχισθοῦν. [817, 241, 1193, 354]
short-news-block [18, 1313, 418, 1610]
column-left [18, 84, 418, 2276]
headline: ΣΥΝΕΧΙΖΟΝΤΑΙ ΑΙ ΕΡΓΑΣΙΑΙ ΤΟΥ ΣΥΝΕΔΡΙΟΥ ΤΗΣ ΝΕΟΛΑΙΑΣ ΑΝΑΠΗΡΩΝ [436, 1034, 631, 1076]
headline: ΑΕΡΟΣΚΑΦΟΣ ΤΩΝ ΗΠΑ ΜΕΤΕΦΕΡ ΤΡΑΥΜΑΤΙΑΝ [1246, 1786, 1543, 1801]
headline: ΔΙΑΨΕΥΔΕΤΑΙ ΩΣ ΑΝΑΚΡΙΒΗΣ Η ΠΛΗΡΟΦΟΡΙΑ ΠΕΡΙ ΤΟΥ ΣΤΡΑΤΗΓΟΥ Χ. ΛΟΥΚΑΚΗ [432, 521, 635, 568]
short-item [431, 1125, 636, 1197]
short-item [1207, 1688, 1582, 1724]
article-parliament [431, 628, 636, 689]
headline: Ο κ. ΠΑΠΑΚΩΝΣΤΑΝΤΙΝΟΥ ΑΝΑΧΩΡΕΙ ΕΙΣ ΝΕΑΠΟΛΙΝ [34, 1406, 197, 1434]
item-body: ΑΓΚΥΡΑ, 29. — Ἡ Κίνα ἐξέφρασε τὴν ὑποστήριξίν της πρὸς τὰς θέσεις τῆς Κύπρου. [986, 662, 1193, 684]
lead-story-left [431, 227, 807, 509]
headline: ΑΞΙΩΜΑΤΙΚΟΣ Ε.Α. ΕΦΟΝΕΥΣΕΝ ΕΞ ΑΜΕΛΕΙΑΣ ΝΕΑΡΑΝ ΦΟΙΤΗΤΡΙΑΝ ΘΥΓΑΤΕΡΑ ΕΠΙΣΤΗΘΙΟΥ ΦΙΛΟΥ ΤΟΥ [649, 1163, 973, 1213]
short-item [816, 1378, 976, 1526]
headline: ΟΠΛΙΤΗΣ ΤΩΝ ΤΕΑ ΕΤΡΑΥΜΑΤΙΣΕ ΣΟΒΑΡΩΣ ΟΜΟΧΩΡΙΟΝ ΤΟΥ [432, 1126, 635, 1154]
lead-story-right [817, 227, 1193, 509]
short-item [646, 1378, 806, 1526]
headline: ΜΑΤΑΙΟΥΤΑΙ ΤΟ ΤΑΞΙΔΙΟΝ ΤΟΥ κ. ΠΗΡΣΟΝ [989, 910, 1190, 939]
